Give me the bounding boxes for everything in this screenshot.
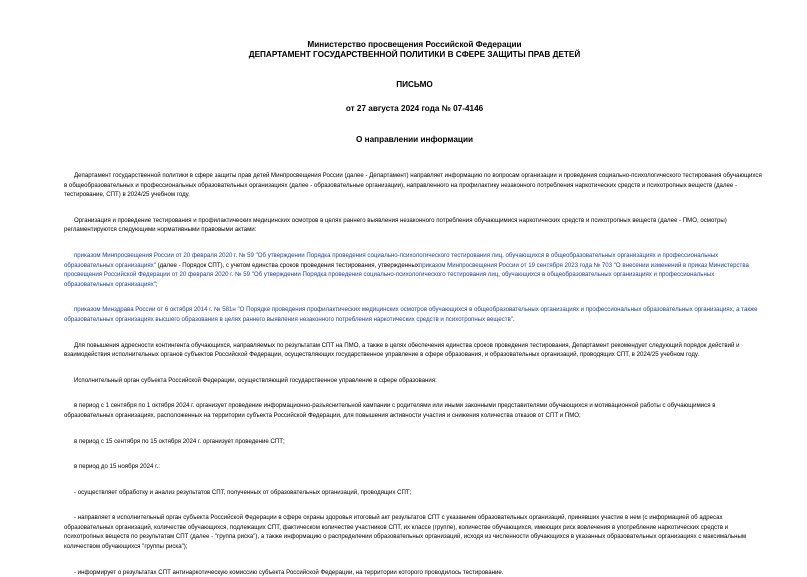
paragraph-intro: Департамент государственной политики в сфере защиты прав детей Минпросвещения России (далее - Департамент) направляет информацию по вопросам организации и проведения социально-психологического тестирования обучающихся в общеобразовательных и профессиональных образовательных организациях (далее - образовательные организации), направленного на профилактику незаконного потребления наркотических средств и психотропных веществ (далее - тестирование, СПТ) в 2024/25 учебном году. [64,172,762,199]
document-subject: О направлении информации [355,135,474,144]
paragraph-period-november: в период до 15 ноября 2024 г.: [74,463,160,471]
paragraph-order-59: приказом Минпросвещения России от 20 февраля 2020 г. № 59 "Об утверждении Порядка проведения социально-психологического тестирования лиц, обучающихся в общеобразовательных организациях и профессиональных образовательных организациях" (далее - Порядок СПТ), с учетом единства сроков проведения тестирования, утвержденныхприказом Минпросвещения России от 19 сентября 2023 года № 703 "О внесении изменений в приказ Министерства просвещения Российской Федерации от 20 февраля 2020 г. № 59 "Об утверждении Порядка проведения социально-психологического тестирования лиц, обучающихся в общеобразовательных организациях и профессиональных образовательных организациях"; [64,251,749,288]
document-type: ПИСЬМО [396,80,433,89]
document-date-number: от 27 августа 2024 года № 07-4146 [345,104,484,113]
link-order-703[interactable]: приказом Минпросвещения России от 19 сентября 2023 года № 703 "О внесении изменений в приказ Министерства просвещения Российской Федерации от 20 февраля 2020 г. № 59 "Об утверждении Порядка проведения социально-психологического тестирования лиц, обучающихся в общеобразовательных организациях и профессиональных образовательных организациях" [64,261,749,288]
department-name: ДЕПАРТАМЕНТ ГОСУДАРСТВЕННОЙ ПОЛИТИКИ В СФЕРЕ ЗАЩИТЫ ПРАВ ДЕТЕЙ [248,50,581,59]
paragraph-informing-commission: - информирует о результатах СПТ антинаркотическую комиссию субъекта Российской Федерации, на территории которого проводилось тестирование. [74,568,504,576]
paragraph-regulations-intro: Организация и проведение тестирования и профилактических медицинских осмотров в целях раннего выявления незаконного потребления обучающимися наркотических средств и психотропных веществ (далее - ПМО, осмотры) регламентируются следующими нормативными правовыми актами: [64,216,727,234]
paragraph-order-581n: приказом Минздрава России от 6 октября 2014 г. № 581н "О Порядке проведения профилактических медицинских осмотров обучающихся в общеобразовательных организациях и профессиональных образовательных организациях, а также образовательных организациях высшего образования в целях раннего выявления незаконного потребления наркотических средств и психотропных веществ". [64,306,758,323]
document-body [64,171,765,577]
paragraph-processing: - осуществляет обработку и анализ результатов СПТ, полученных от образовательных организаций, проводящих СПТ; [74,488,412,496]
paragraph-period-campaign: в период с 1 сентября по 1 октября 2024 г. организует проведение информационно-разъяснительной кампании с родителями или иными законными представителями обучающихся и мотивационной работы с обучающимися в образовательных организациях, расположенных на территории субъекта Российской Федерации, для повышения активности участия и снижения количества отказов от СПТ и ПМО; [64,402,716,419]
ministry-name: Министерство просвещения Российской Федерации [307,40,522,49]
paragraph-final-act: - направляет в исполнительный орган субъекта Российской Федерации в сфере охраны здоровья итоговый акт результатов СПТ с указанием образовательных организаций, принявших участие в нем (с информацией об адресах образовательных организаций, количестве обучающихся, подлежащих СПТ, фактическом количестве участников СПТ, их классе (группе), количестве обучающихся, имеющих риск вовлечения в употребление наркотических средств и психотропных веществ по результатам СПТ (далее - "группа риска"), а также информацию о распределении образовательных организаций, исходя из численности обучающихся в указанных образовательных организациях с максимальным количеством обучающихся "группы риска"); [64,514,747,551]
paragraph-executive-body: Исполнительный орган субъекта Российской Федерации, осуществляющий государственное управление в сфере образования: [74,376,437,384]
paragraph-period-testing: в период с 15 сентября по 15 октября 2024 г. организует проведение СПТ; [74,437,285,445]
link-order-59[interactable]: приказом Минпросвещения России от 20 февраля 2020 г. № 59 "Об утверждении Порядка проведения социально-психологического тестирования лиц, обучающихся в общеобразовательных организациях и профессиональных образовательных организациях" [64,251,719,269]
link-order-581n[interactable]: приказом Минздрава России от 6 октября 2014 г. № 581н "О Порядке проведения профилактических медицинских осмотров обучающихся в общеобразовательных организациях и профессиональных образовательных организациях, а также образовательных организациях высшего образования в целях раннего выявления незаконного потребления наркотических средств и психотропных веществ" [64,306,758,323]
paragraph-recommendation: Для повышения адресности контингента обучающихся, направляемых по результатам СПТ на ПМО, а также в целях обеспечения единства сроков проведения тестирования, Департамент рекомендует следующий порядок действий и взаимодействия исполнительных органов субъектов Российской Федерации, осуществляющих государственное управление в сфере образования, и образовательных организаций, проводящих СПТ, в 2024/25 учебном году. [64,341,740,359]
